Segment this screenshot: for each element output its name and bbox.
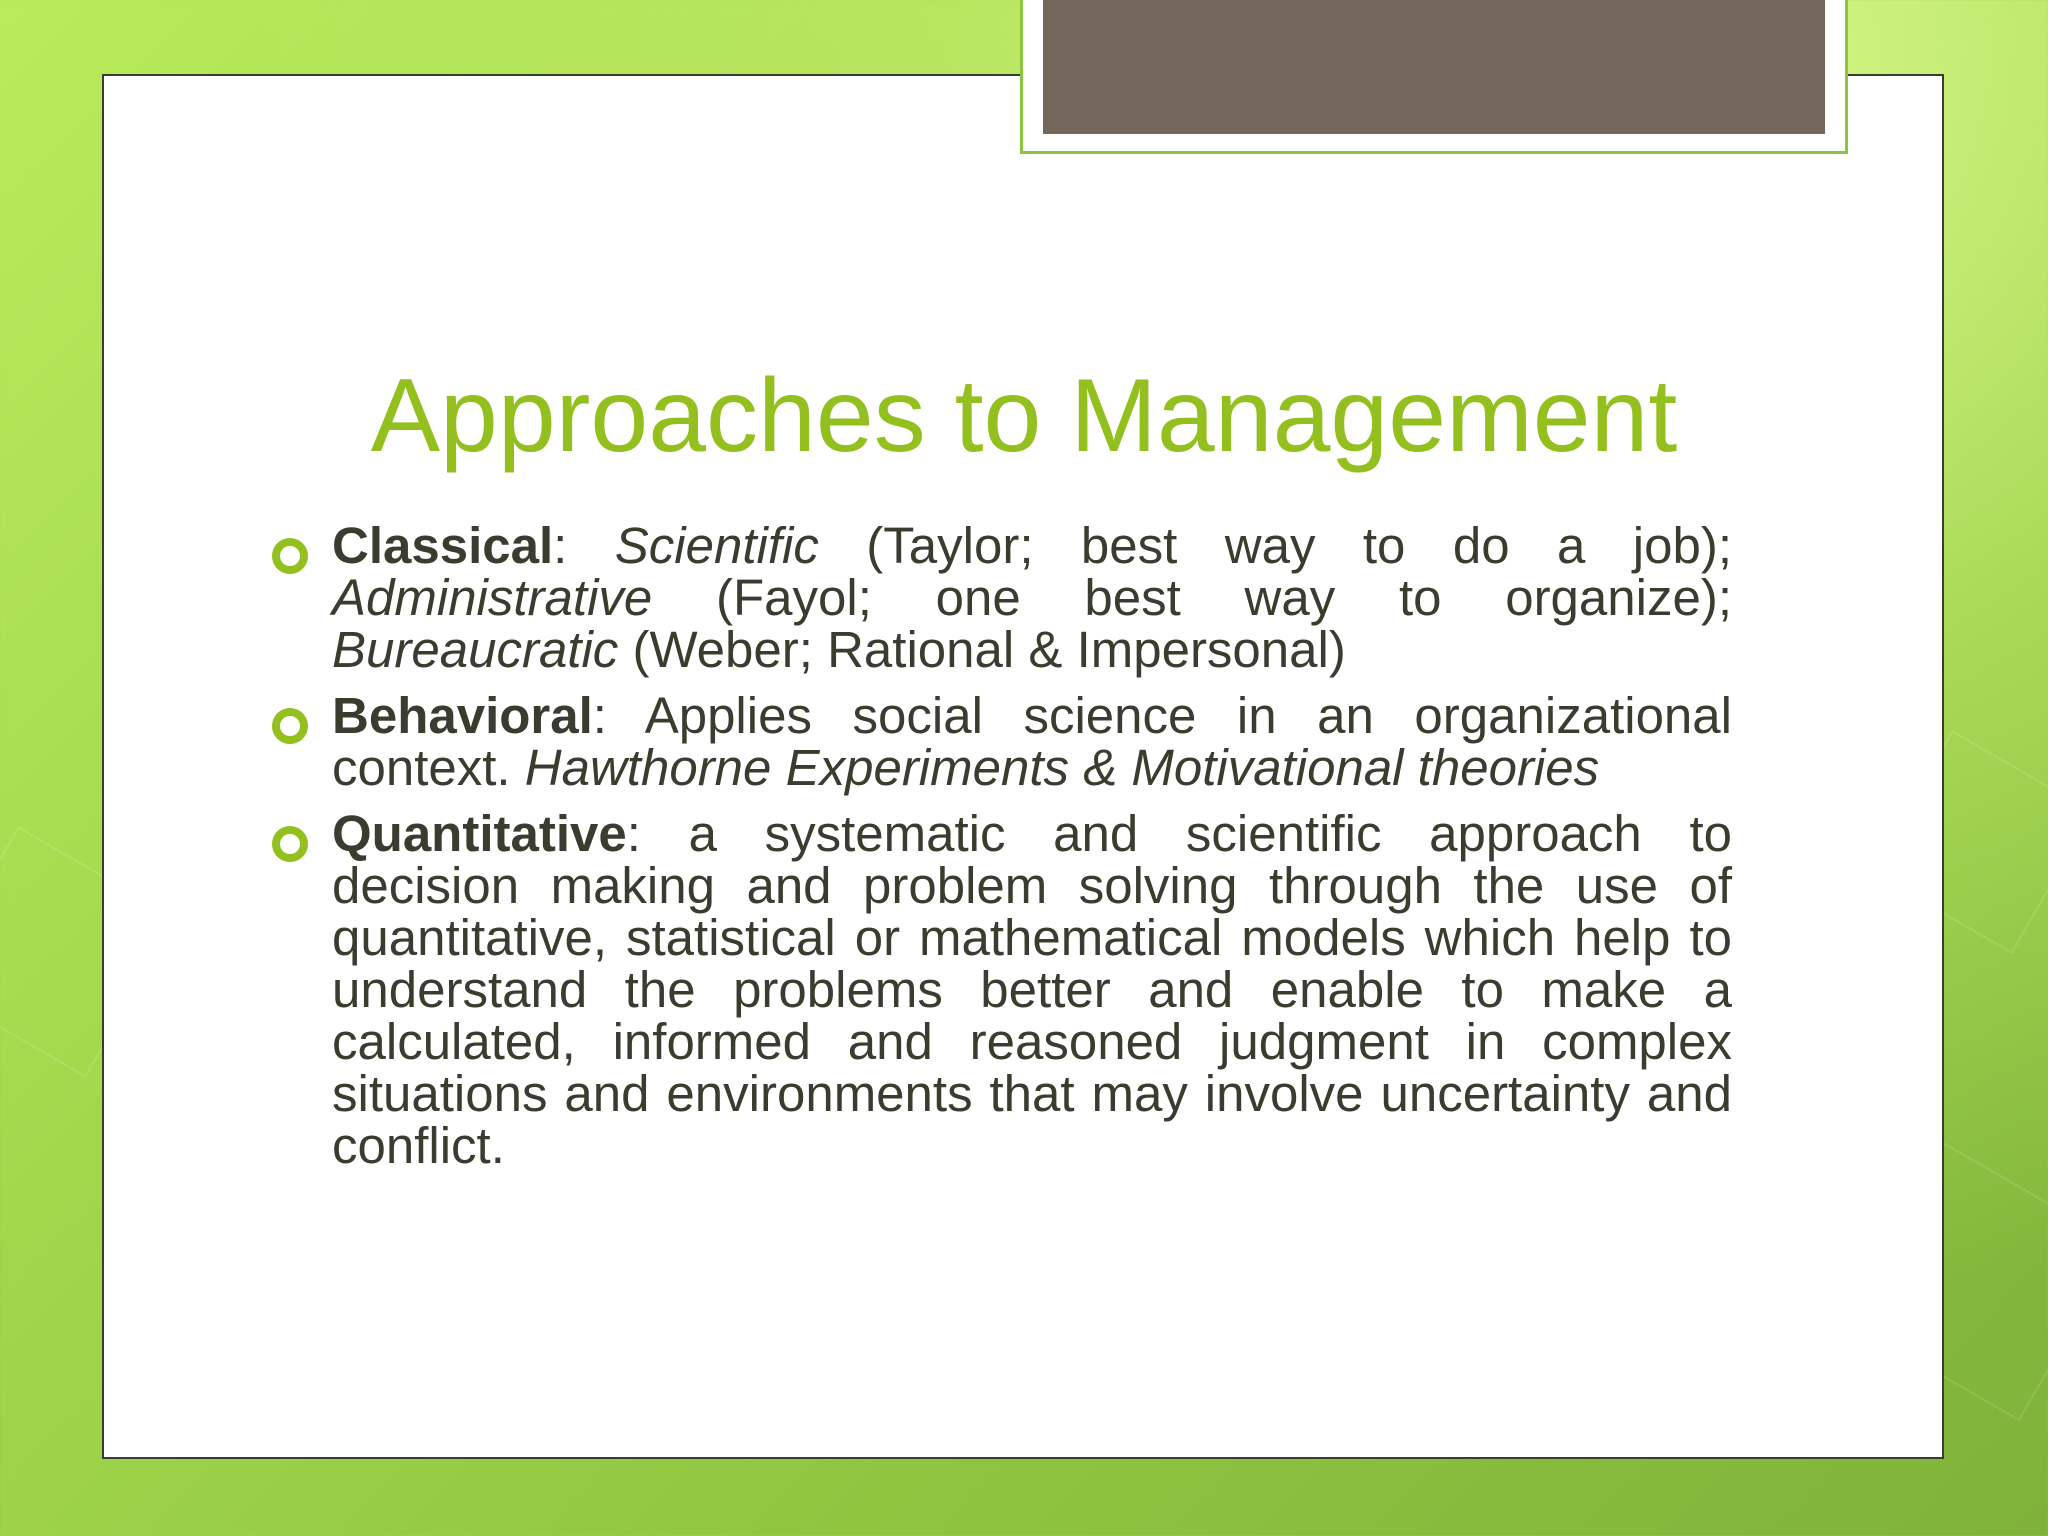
term-separator: : (626, 805, 689, 862)
bullet-classical (272, 517, 1732, 678)
body-text: Applies social science in an organizational context. (332, 687, 1732, 796)
body-text: (Taylor; best way to do a job); (818, 517, 1732, 574)
body-text: (Weber; Rational & Impersonal) (618, 621, 1346, 678)
header-tab-fill (1043, 0, 1825, 134)
bullet-term: Quantitative (332, 805, 627, 862)
term-separator: : (592, 687, 645, 744)
bullet-term: Behavioral (332, 687, 593, 744)
body-text: (Fayol; one best way to organize); (652, 569, 1732, 626)
bullet-text (332, 517, 1732, 678)
body-text: a systematic and scientific approach to decision making and problem solving through the use of quantitative, statistical or mathematical models which help to understand the problems better and enable to make a calculated, informed and reasoned judgment in complex situations and environments that may involve uncertainty and conflict. (332, 805, 1732, 1174)
bullet-list (272, 517, 1732, 1186)
term-separator: : (553, 517, 615, 574)
italic-term: Scientific (614, 517, 819, 574)
italic-term: Hawthorne Experiments & Motivational theories (524, 739, 1600, 796)
italic-term: Administrative (332, 569, 653, 626)
ring-bullet-icon (272, 708, 308, 744)
italic-term: Bureaucratic (332, 621, 619, 678)
bullet-text (332, 805, 1732, 1174)
ring-bullet-icon (272, 826, 308, 862)
ring-bullet-icon (272, 538, 308, 574)
bullet-quantitative (272, 805, 1732, 1174)
bullet-behavioral (272, 687, 1732, 796)
header-tab (1020, 0, 1848, 154)
slide-title: Approaches to Management (370, 358, 1678, 474)
bullet-text (332, 687, 1732, 796)
bullet-term: Classical (332, 517, 554, 574)
